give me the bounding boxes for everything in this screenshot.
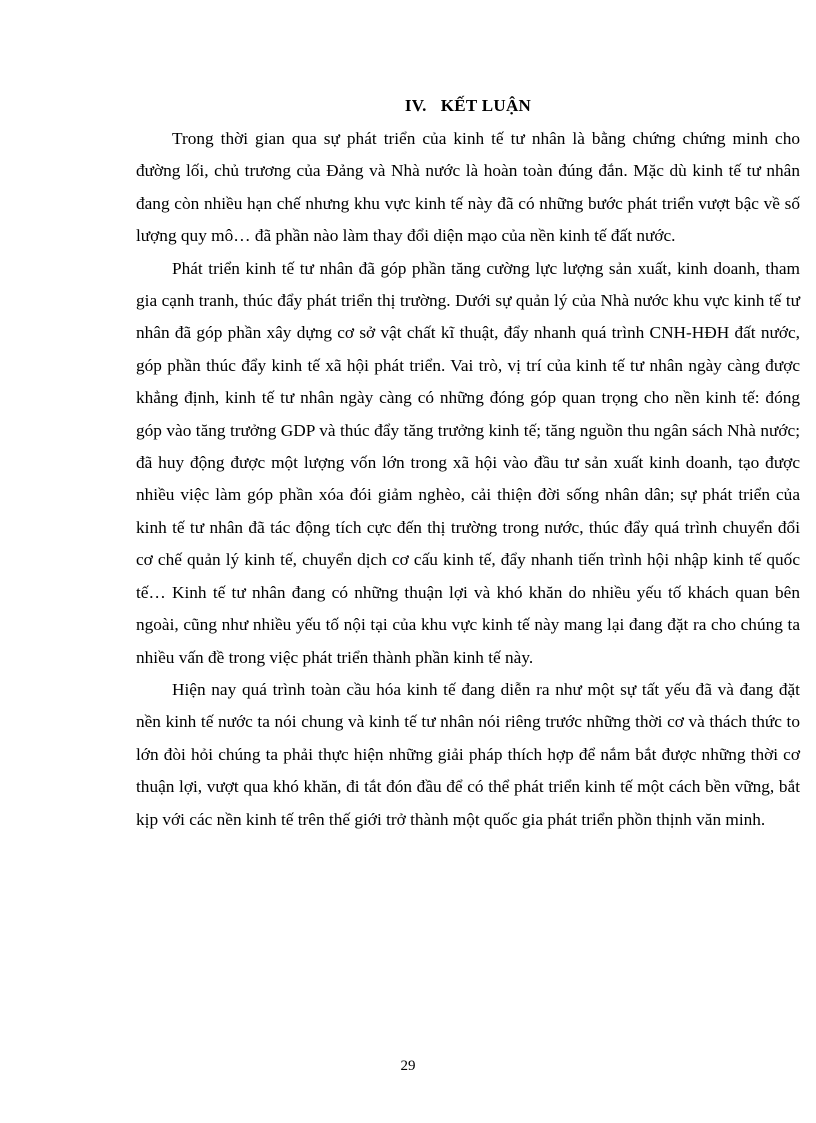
body-text	[136, 123, 800, 836]
paragraph-2: Phát triển kinh tế tư nhân đã góp phần tăng cường lực lượng sản xuất, kinh doanh, tham gia cạnh tranh, thúc đẩy phát triển thị trường. Dưới sự quản lý của Nhà nước khu vực kinh tế tư nhân đã góp phần xây dựng cơ sở vật chất kĩ thuật, đẩy nhanh quá trình CNH-HĐH đất nước, góp phần thúc đẩy kinh tế xã hội phát triển. Vai trò, vị trí của kinh tế tư nhân ngày càng được khẳng định, kinh tế tư nhân ngày càng có những đóng góp quan trọng cho nền kinh tế: đóng góp vào tăng trưởng GDP và thúc đẩy tăng trưởng kinh tế; tăng nguồn thu ngân sách Nhà nước; đã huy động được một lượng vốn lớn trong xã hội vào đầu tư sản xuất kinh doanh, tạo được nhiều việc làm góp phần xóa đói giảm nghèo, cải thiện đời sống nhân dân; sự phát triển của kinh tế tư nhân đã tác động tích cực đến thị trường trong nước, thúc đẩy quá trình chuyển đổi cơ chế quản lý kinh tế, chuyển dịch cơ cấu kinh tế, đẩy nhanh tiến trình hội nhập kinh tế quốc tế… Kinh tế tư nhân đang có những thuận lợi và khó khăn do nhiều yếu tố khách quan bên ngoài, cũng như nhiều yếu tố nội tại của khu vực kinh tế này mang lại đang đặt ra cho chúng ta nhiều vấn đề trong việc phát triển thành phần kinh tế này.	[136, 258, 800, 667]
section-heading	[136, 92, 800, 120]
paragraph-3: Hiện nay quá trình toàn cầu hóa kinh tế đang diễn ra như một sự tất yếu đã và đang đặt nền kinh tế nước ta nói chung và kinh tế tư nhân nói riêng trước những thời cơ và thách thức to lớn đòi hỏi chúng ta phải thực hiện những giải pháp thích hợp để nắm bắt được những thời cơ thuận lợi, vượt qua khó khăn, đi tắt đón đầu để có thể phát triển kinh tế một cách bền vững, bắt kịp với các nền kinh tế trên thế giới trở thành một quốc gia phát triển phồn thịnh văn minh.	[136, 679, 800, 829]
section-title: KẾT LUẬN	[440, 96, 532, 115]
page-number: 29	[400, 1058, 416, 1074]
paragraph-1: Trong thời gian qua sự phát triển của kinh tế tư nhân là bằng chứng chứng minh cho đường lối, chủ trương của Đảng và Nhà nước là hoàn toàn đúng đắn. Mặc dù kinh tế tư nhân đang còn nhiều hạn chế nhưng khu vực kinh tế này đã có những bước phát triển vượt bậc về số lượng quy mô… đã phần nào làm thay đổi diện mạo của nền kinh tế đất nước.	[136, 129, 800, 246]
section-number: IV.	[404, 96, 427, 115]
